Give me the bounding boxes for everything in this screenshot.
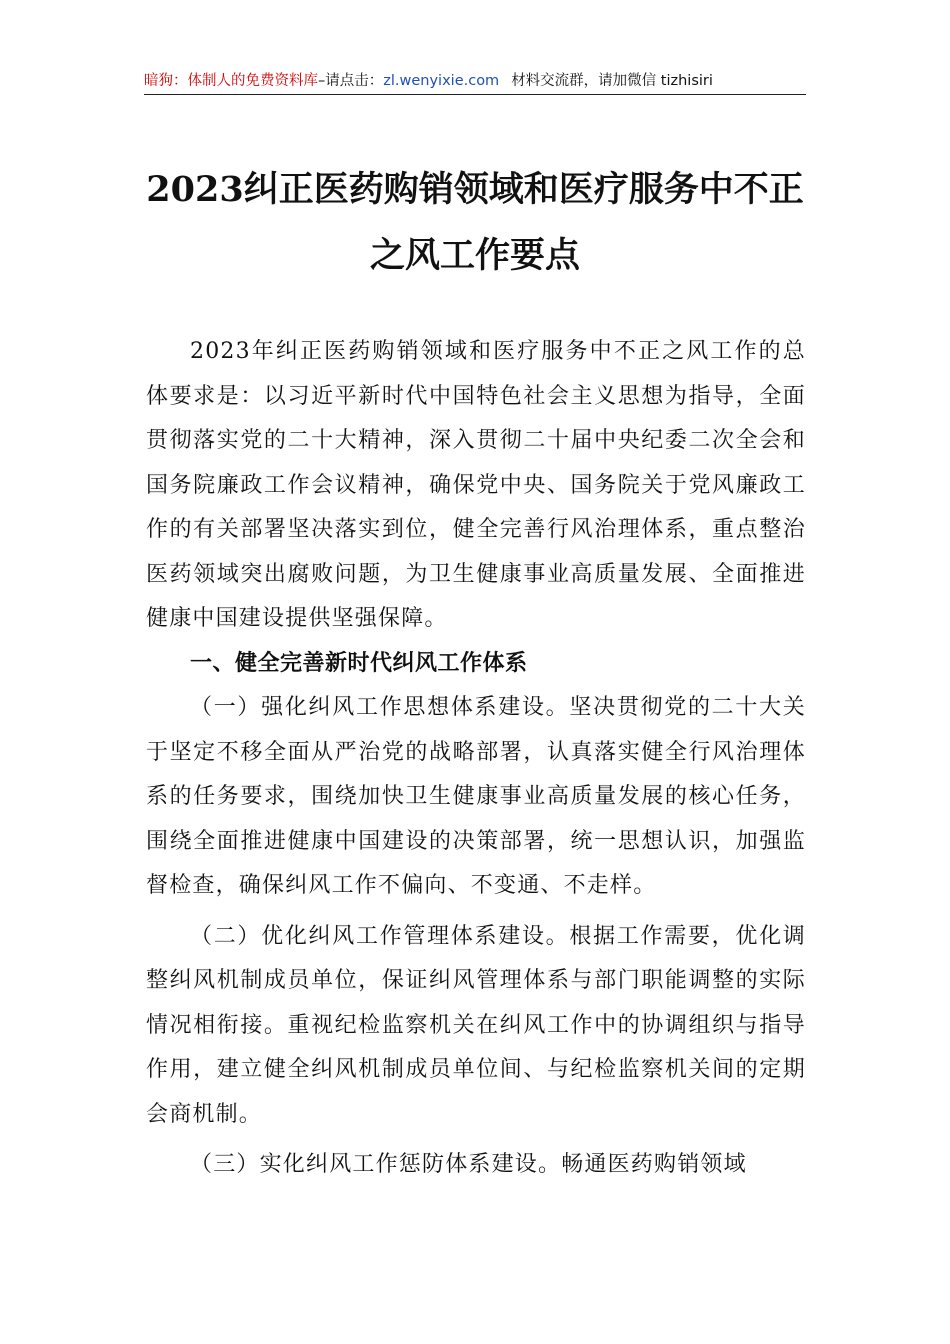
section-heading-1: 一、健全完善新时代纠风工作体系: [190, 650, 528, 676]
intro-paragraph: 2023年纠正医药购销领域和医疗服务中不正之风工作的总体要求是：以习近平新时代中国特色社会主义思想为指导，全面贯彻落实党的二十大精神，深入贯彻二十届中央纪委二次全会和国务院廉政工作会议精神，确保党中央、国务院关于党风廉政工作的有关部署坚决落实到位，健全完善行风治理体系，重点整治医药领域突出腐败问题，为卫生健康事业高质量发展、全面推进健康中国建设提供坚强保障。: [146, 339, 806, 631]
header-wechat-text: 材料交流群，请加微信 tizhisiri: [511, 73, 713, 89]
paragraph-item-2: （二）优化纠风工作管理体系建设。根据工作需要，优化调整纠风机制成员单位，保证纠风管理体系与部门职能调整的实际情况相衔接。重视纪检监察机关在纠风工作中的协调组织与指导作用，建立健全纠风机制成员单位间、与纪检监察机关间的定期会商机制。: [146, 923, 806, 1127]
document-body: [146, 330, 806, 1188]
header-click-text: –请点击：: [318, 73, 384, 89]
header-url-link[interactable]: zl.wenyixie.com: [383, 73, 500, 89]
page-header: [144, 70, 806, 95]
document-title-line-1: 2023纠正医药购销领域和医疗服务中不正: [146, 169, 804, 210]
header-site-name: 暗狗：体制人的免费资料库: [144, 73, 318, 89]
paragraph-item-3: （三）实化纠风工作惩防体系建设。畅通医药购销领域: [190, 1152, 747, 1177]
paragraph-item-1: （一）强化纠风工作思想体系建设。坚决贯彻党的二十大关于坚定不移全面从严治党的战略部署，认真落实健全行风治理体系的任务要求，围绕加快卫生健康事业高质量发展的核心任务，围绕全面推进健康中国建设的决策部署，统一思想认识，加强监督检查，确保纠风工作不偏向、不变通、不走样。: [146, 695, 806, 898]
document-title-line-2: 之风工作要点: [369, 235, 580, 276]
